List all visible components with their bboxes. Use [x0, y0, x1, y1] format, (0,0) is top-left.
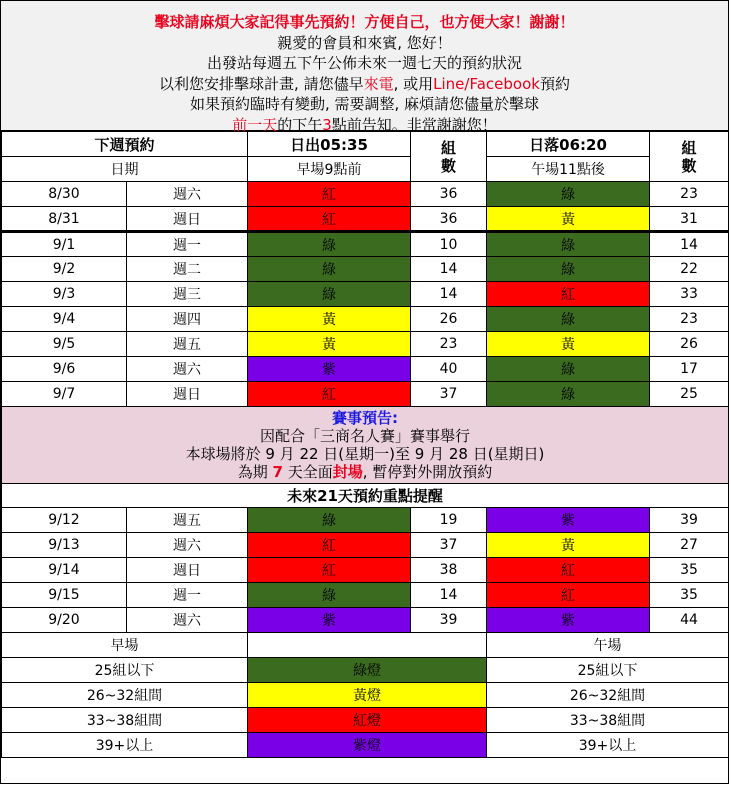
morning-count-cell: 10 [411, 232, 487, 257]
morning-status-cell: 綠 [248, 232, 411, 257]
morning-count-cell: 14 [411, 282, 487, 307]
sunset-header: 日落06:20 [487, 132, 650, 157]
future-row [2, 583, 729, 608]
future-row [2, 608, 729, 633]
legend-morning-range: 25組以下 [2, 658, 248, 683]
weekday-cell: 週五 [127, 508, 248, 533]
morning-status-cell: 黃 [248, 307, 411, 332]
morning-status-cell: 綠 [248, 583, 411, 608]
event-announcement [2, 407, 729, 484]
header-headline: 擊球請麻煩大家記得事先預約！方便自己，也方便大家！謝謝！ [154, 13, 575, 31]
afternoon-count-cell: 23 [650, 307, 729, 332]
future-row [2, 533, 729, 558]
afternoon-status-cell: 紅 [487, 558, 650, 583]
legend-row [2, 658, 729, 683]
legend-row [2, 733, 729, 758]
morning-count-cell: 23 [411, 332, 487, 357]
afternoon-status-cell: 紅 [487, 583, 650, 608]
afternoon-status-cell: 綠 [487, 307, 650, 332]
afternoon-count-cell: 39 [650, 508, 729, 533]
legend-morning-range: 33~38組間 [2, 708, 248, 733]
morning-status-cell: 黃 [248, 332, 411, 357]
afternoon-status-cell: 綠 [487, 232, 650, 257]
call-emphasis: 來電 [363, 74, 394, 93]
date-cell: 8/31 [2, 207, 127, 232]
weekday-cell: 週三 [127, 282, 248, 307]
date-cell: 9/5 [2, 332, 127, 357]
legend-light: 紅燈 [248, 708, 487, 733]
afternoon-status-cell: 紫 [487, 508, 650, 533]
afternoon-count-cell: 22 [650, 257, 729, 282]
afternoon-status-cell: 黃 [487, 207, 650, 232]
date-cell: 9/3 [2, 282, 127, 307]
weekly-row [2, 232, 729, 257]
morning-count-cell: 39 [411, 608, 487, 633]
weekday-cell: 週日 [127, 382, 248, 407]
morning-session-header: 早場9點前 [248, 157, 411, 182]
header-change-notice: 如果預約臨時有變動, 需要調整, 麻煩請您儘量於擊球 [189, 95, 540, 113]
weekday-cell: 週四 [127, 307, 248, 332]
date-cell: 9/1 [2, 232, 127, 257]
morning-count-cell: 14 [411, 583, 487, 608]
afternoon-count-cell: 35 [650, 583, 729, 608]
date-header: 日期 [2, 157, 248, 182]
morning-status-cell: 綠 [248, 282, 411, 307]
date-cell: 9/13 [2, 533, 127, 558]
date-cell: 9/4 [2, 307, 127, 332]
weekday-cell: 週五 [127, 332, 248, 357]
afternoon-count-cell: 31 [650, 207, 729, 232]
weekday-cell: 週一 [127, 232, 248, 257]
weekday-cell: 週六 [127, 182, 248, 207]
legend-afternoon-range: 26~32組間 [487, 683, 729, 708]
weekly-row [2, 332, 729, 357]
weekday-cell: 週六 [127, 608, 248, 633]
weekly-row [2, 282, 729, 307]
morning-status-cell: 紅 [248, 182, 411, 207]
morning-count-cell: 14 [411, 257, 487, 282]
header-booking-instructions: 以利您安排擊球計畫, 請您儘早來電, 或用Line/Facebook預約 [159, 74, 570, 93]
header-announcement-schedule: 出發站每週五下午公佈未來一週七天的預約狀況 [206, 54, 522, 72]
legend-rows [2, 658, 729, 758]
weekday-cell: 週一 [127, 583, 248, 608]
weekly-row [2, 382, 729, 407]
afternoon-count-cell: 35 [650, 558, 729, 583]
morning-status-cell: 紅 [248, 533, 411, 558]
announcement-title: 賽事預告: [332, 409, 398, 427]
afternoon-status-cell: 綠 [487, 257, 650, 282]
legend-morning-range: 39+以上 [2, 733, 248, 758]
morning-count-cell: 37 [411, 533, 487, 558]
morning-status-cell: 綠 [248, 508, 411, 533]
announcement-line-1: 因配合「三商名人賽」賽事舉行 [260, 427, 471, 445]
afternoon-status-cell: 黃 [487, 533, 650, 558]
weekly-schedule [2, 182, 729, 407]
morning-status-cell: 紅 [248, 207, 411, 232]
morning-count-cell: 37 [411, 382, 487, 407]
morning-count-cell: 38 [411, 558, 487, 583]
afternoon-count-cell: 26 [650, 332, 729, 357]
weekday-cell: 週日 [127, 558, 248, 583]
morning-status-cell: 紅 [248, 382, 411, 407]
morning-status-cell: 紫 [248, 357, 411, 382]
legend-light: 紫燈 [248, 733, 487, 758]
afternoon-session-header: 午場11點後 [487, 157, 650, 182]
legend-light: 綠燈 [248, 658, 487, 683]
weekly-row [2, 207, 729, 232]
weekday-cell: 週六 [127, 357, 248, 382]
next-week-header: 下週預約 [2, 132, 248, 157]
date-cell: 9/15 [2, 583, 127, 608]
date-cell: 9/14 [2, 558, 127, 583]
afternoon-status-cell: 紫 [487, 608, 650, 633]
am-groups-header: 組數 [411, 132, 487, 182]
afternoon-count-cell: 33 [650, 282, 729, 307]
morning-status-cell: 紫 [248, 608, 411, 633]
afternoon-status-cell: 綠 [487, 182, 650, 207]
afternoon-count-cell: 17 [650, 357, 729, 382]
line-facebook-emphasis: Line/Facebook [433, 74, 540, 93]
morning-count-cell: 36 [411, 182, 487, 207]
legend-afternoon-header: 午場 [487, 633, 729, 658]
afternoon-count-cell: 25 [650, 382, 729, 407]
morning-count-cell: 26 [411, 307, 487, 332]
morning-status-cell: 紅 [248, 558, 411, 583]
legend-blank [248, 633, 487, 658]
legend-afternoon-range: 33~38組間 [487, 708, 729, 733]
future-row [2, 508, 729, 533]
future-row [2, 558, 729, 583]
morning-count-cell: 36 [411, 207, 487, 232]
afternoon-count-cell: 44 [650, 608, 729, 633]
date-cell: 9/7 [2, 382, 127, 407]
morning-count-cell: 40 [411, 357, 487, 382]
announcement-line-3: 為期 7 天全面封場, 暫停對外開放預約 [237, 463, 493, 481]
weekly-row [2, 257, 729, 282]
weekday-cell: 週六 [127, 533, 248, 558]
weekday-cell: 週日 [127, 207, 248, 232]
legend-light: 黃燈 [248, 683, 487, 708]
morning-status-cell: 綠 [248, 257, 411, 282]
afternoon-status-cell: 綠 [487, 382, 650, 407]
weekly-row [2, 357, 729, 382]
sunrise-header: 日出05:35 [248, 132, 411, 157]
pm-groups-header: 組數 [650, 132, 729, 182]
header-deadline: 前一天的下午3點前告知。非常謝謝您！ [232, 115, 497, 134]
legend-row [2, 708, 729, 733]
morning-count-cell: 19 [411, 508, 487, 533]
afternoon-count-cell: 14 [650, 232, 729, 257]
legend-morning-range: 26~32組間 [2, 683, 248, 708]
announcement-line-2: 本球場將於 9 月 22 日(星期一)至 9 月 28 日(星期日) [185, 445, 545, 463]
legend-row [2, 683, 729, 708]
date-cell: 9/2 [2, 257, 127, 282]
legend-afternoon-range: 25組以下 [487, 658, 729, 683]
afternoon-count-cell: 23 [650, 182, 729, 207]
reservation-table [1, 131, 729, 758]
future-reminder-title: 未來21天預約重點提醒 [2, 484, 729, 508]
afternoon-status-cell: 黃 [487, 332, 650, 357]
date-cell: 8/30 [2, 182, 127, 207]
date-cell: 9/6 [2, 357, 127, 382]
header-greeting: 親愛的會員和來賓, 您好！ [277, 33, 452, 52]
date-cell: 9/12 [2, 508, 127, 533]
afternoon-status-cell: 紅 [487, 282, 650, 307]
afternoon-status-cell: 綠 [487, 357, 650, 382]
weekday-cell: 週二 [127, 257, 248, 282]
afternoon-count-cell: 27 [650, 533, 729, 558]
weekly-row [2, 182, 729, 207]
legend-morning-header: 早場 [2, 633, 248, 658]
future-schedule [2, 508, 729, 633]
weekly-row [2, 307, 729, 332]
legend-afternoon-range: 39+以上 [487, 733, 729, 758]
notice-header [1, 1, 728, 134]
date-cell: 9/20 [2, 608, 127, 633]
